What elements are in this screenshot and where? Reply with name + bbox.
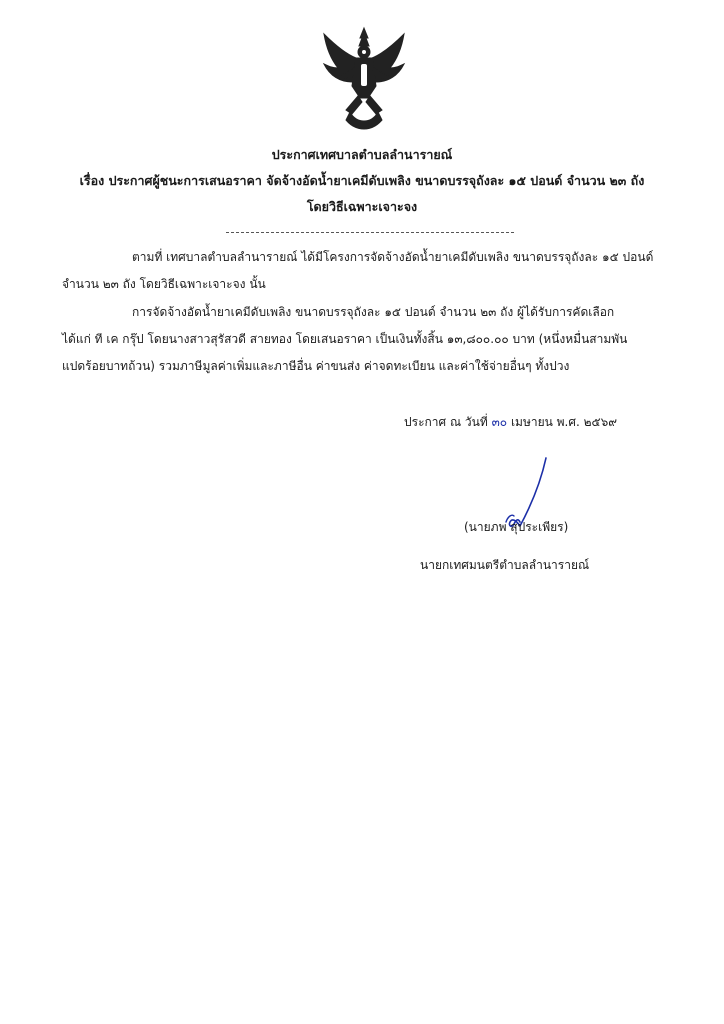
paragraph2-line3: แปดร้อยบาทถ้วน) รวมภาษีมูลค่าเพิ่มและภาษีอื่น ค่าขนส่ง ค่าจดทะเบียน และค่าใช้จ่ายอื่นๆ ทั้งปวง xyxy=(62,359,570,373)
announcement-date xyxy=(404,413,617,432)
date-day: ๓๐ xyxy=(491,415,508,429)
garuda-emblem-icon xyxy=(316,24,412,136)
paragraph1-line1: ตามที่ เทศบาลตำบลลำนารายณ์ ได้มีโครงการจัดจ้างอัดน้ำยาเคมีดับเพลิง ขนาดบรรจุถังละ ๑๕ ปอนด์ xyxy=(132,250,654,264)
date-prefix: ประกาศ ณ วันที่ xyxy=(404,415,488,429)
signatory-position: นายกเทศมนตรีตำบลลำนารายณ์ xyxy=(420,558,590,572)
paragraph2-line2: ได้แก่ ที เค กรุ๊ป โดยนางสาวสุรัสวดี สายทอง โดยเสนอราคา เป็นเงินทั้งสิ้น ๑๓,๘๐๐.๐๐ บาท (หนึ่งหมื่นสามพัน xyxy=(62,332,628,346)
subject-heading-line2: โดยวิธีเฉพาะเจาะจง xyxy=(306,199,418,214)
subject-heading-line1: เรื่อง ประกาศผู้ชนะการเสนอราคา จัดจ้างอัดน้ำยาเคมีดับเพลิง ขนาดบรรจุถังละ ๑๕ ปอนด์ จำนวน ๒๓ ถัง xyxy=(79,173,645,188)
issuer-heading: ประกาศเทศบาลตำบลลำนารายณ์ xyxy=(271,147,453,162)
signatory-name: (นายภพ สุประเพียร) xyxy=(464,520,569,534)
date-month-year: เมษายน พ.ศ. ๒๕๖๙ xyxy=(510,415,618,429)
paragraph1-line2: จำนวน ๒๓ ถัง โดยวิธีเฉพาะเจาะจง นั้น xyxy=(62,277,266,291)
paragraph2-line1: การจัดจ้างอัดน้ำยาเคมีดับเพลิง ขนาดบรรจุถังละ ๑๕ ปอนด์ จำนวน ๒๓ ถัง ผู้ได้รับการคัดเลือก xyxy=(132,305,615,319)
divider xyxy=(226,232,514,233)
